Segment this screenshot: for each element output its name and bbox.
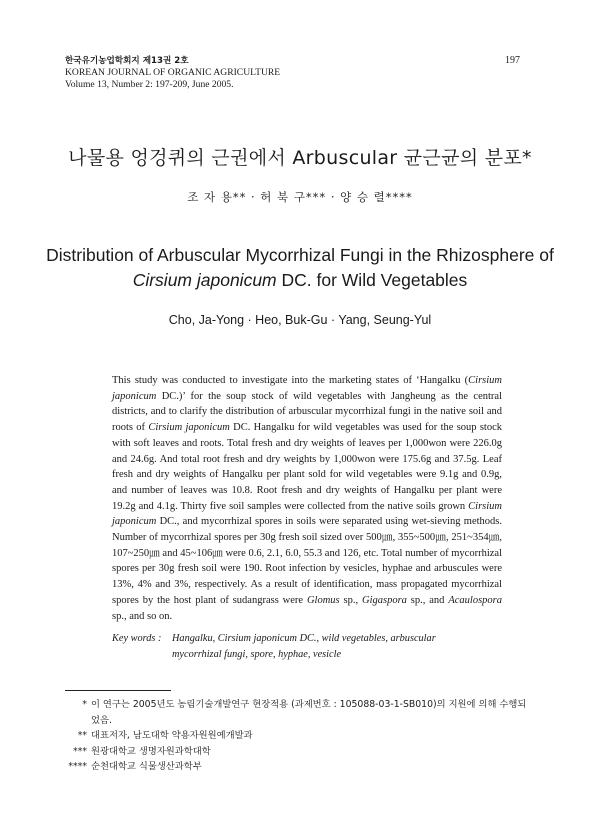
title-english	[0, 243, 600, 293]
footnote-text: 원광대학교 생명자원과학대학	[91, 745, 211, 757]
abstract-text: This study was conducted to investigate into the marketing states of ‘Hangalku (	[112, 375, 469, 386]
title-english-line2-rest: DC. for Wild Vegetables	[276, 270, 468, 290]
abstract-genus: Gigaspora	[361, 594, 407, 606]
keywords-line2: mycorrhizal fungi, spore, hyphae, vesicle	[172, 648, 342, 660]
abstract-text: sp.,	[339, 594, 362, 606]
footnote	[65, 759, 535, 775]
footnote	[65, 744, 535, 760]
keywords-label: Key words :	[112, 633, 162, 644]
footnote-text: 순천대학교 식물생산과학부	[91, 761, 202, 773]
title-species-name: Cirsium japonicum	[132, 270, 277, 290]
abstract-text: sp., and	[406, 594, 449, 606]
abstract-species: Cirsium japonicum	[112, 500, 502, 528]
abstract-text: sp., and so on.	[112, 610, 173, 622]
abstract-text: DC. Hangalku for wild vegetables was used for the soup stock with soft leaves and roots. Total fresh and dry weights of leaves per 1,000won were 226.0g and 24.6g. And total root fresh and dry weights by 1,000won were 175.6g and 37.5g. Leaf fresh and dry weights of Hangalku per plant sold for wild vegetables were 9.1g and 0.9g, and number of leaves was 10.8. Root fresh and dry weights of Hangalku per plant were 19.2g and 4.1g. Thirty five soil samples were collected from the native soils grown	[112, 422, 502, 512]
footnotes	[65, 697, 535, 775]
journal-name-ko: 한국유기농업학회지 제13권 2호	[65, 56, 189, 66]
page-number: 197	[505, 55, 520, 66]
journal-volume: Volume 13, Number 2: 197-209, June 2005.	[65, 79, 234, 90]
footnote-text: 이 연구는 2005년도 농림기술개발연구 현장적용 (과제번호 : 105088-03-1-SB010)의 지원에 의해 수행되었음.	[91, 699, 527, 726]
authors-korean: 조 자 용** · 허 북 구*** · 양 승 렬****	[187, 190, 413, 204]
abstract-genus: Acaulospora	[448, 594, 502, 606]
title-korean: 나물용 엉겅퀴의 근권에서 Arbuscular 균근균의 분포*	[68, 147, 532, 169]
footnote	[65, 697, 535, 728]
abstract-text: DC., and mycorrhizal spores in soils were separated using wet-sieving methods. Number of mycorrhizal spores per 30g fresh soil sized over 500㎛, 355~500㎛, 251~354㎛, 107~250㎛ and 45~106㎛ were 0.6, 2.1, 6.0, 55.3 and 126, etc. Total number of mycorrhizal spores per 30g fresh soil were 190. Root infection by vesicles, hyphae and arbuscules were 13%, 4% and 3%, respectively. As a result of identification, mass propagated mycorrhizal spores by the host plant of sudangrass were	[112, 516, 502, 606]
footnote	[65, 728, 535, 744]
journal-header	[65, 55, 280, 91]
abstract-text: DC.)’ for the soup stock of wild vegetables with Jangheung as the central districts, and to clarify the distribution of arbuscular mycorrhizal fungi in the native soil and roots of	[112, 390, 502, 434]
keywords	[112, 631, 502, 662]
footnote-mark: *	[82, 699, 87, 710]
footnote-text: 대표저자, 남도대학 약용자원원예개발과	[91, 730, 253, 742]
title-english-line1: Distribution of Arbuscular Mycorrhizal Fungi in the Rhizosphere of	[46, 245, 554, 265]
footnote-mark: ****	[68, 761, 87, 773]
authors-english: Cho, Ja-Yong · Heo, Buk-Gu · Yang, Seung-Yul	[168, 313, 432, 327]
abstract-species: Cirsium japonicum	[112, 375, 502, 402]
footnote-mark: ***	[73, 745, 87, 757]
abstract	[112, 373, 502, 624]
footnote-divider	[65, 690, 171, 691]
title-english-line2	[0, 268, 600, 293]
abstract-genus: Glomus	[306, 594, 340, 606]
journal-name-en: KOREAN JOURNAL OF ORGANIC AGRICULTURE	[65, 67, 281, 78]
keywords-line1: Hangalku, Cirsium japonicum DC., wild vegetables, arbuscular	[172, 633, 436, 644]
abstract-species: Cirsium japonicum	[148, 422, 230, 434]
footnote-mark: **	[77, 730, 87, 742]
abstract-paragraph	[112, 373, 502, 624]
